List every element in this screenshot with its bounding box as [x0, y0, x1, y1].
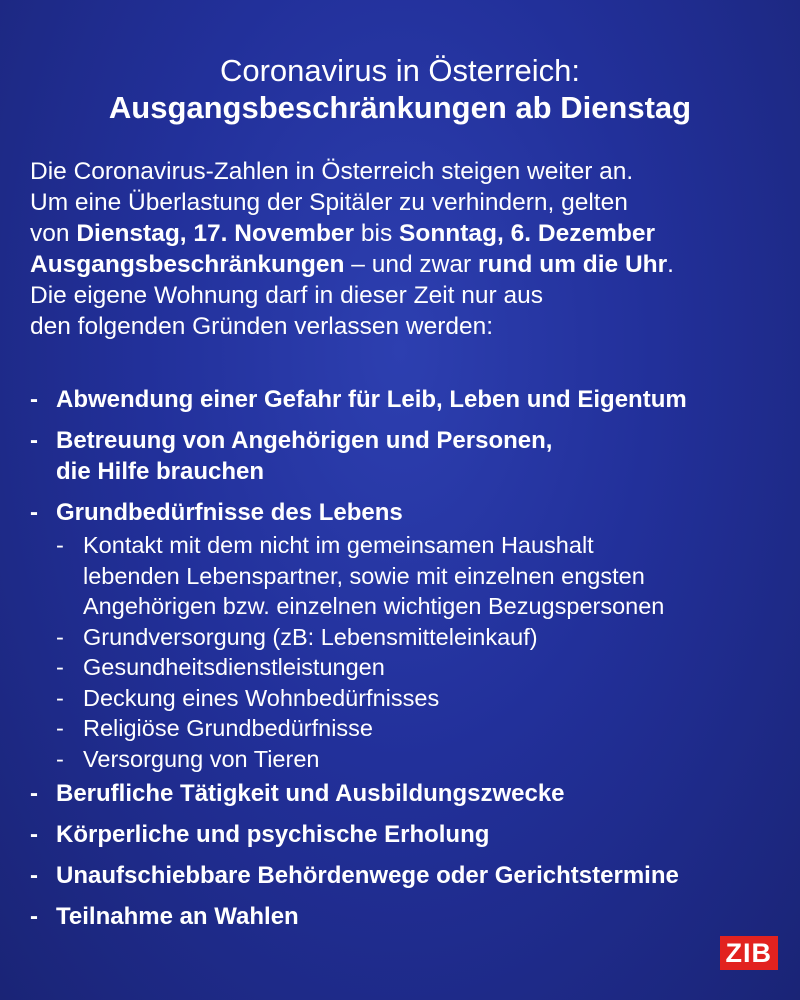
sub-list-item: [56, 683, 770, 714]
end-date: Sonntag, 6. Dezember: [399, 220, 655, 248]
bullet-dash: -: [56, 623, 64, 650]
intro-line: Die Coronavirus-Zahlen in Österreich steigen weiter an.: [30, 158, 634, 186]
intro-line: Die eigene Wohnung darf in dieser Zeit nur aus: [30, 282, 543, 310]
intro-line: [30, 218, 770, 249]
bullet-dash: -: [30, 903, 38, 931]
sub-reason-text: lebenden Lebenspartner, sowie mit einzelnen engsten: [83, 562, 645, 589]
start-date: Dienstag, 17. November: [76, 220, 355, 248]
bullet-dash: -: [56, 654, 64, 681]
intro-text: bis: [354, 220, 400, 248]
reason-text: Abwendung einer Gefahr für Leib, Leben und Eigentum: [56, 386, 687, 414]
zib-logo: ZIB: [720, 936, 779, 970]
sub-reason-text: Versorgung von Tieren: [83, 745, 320, 772]
bullet-dash: -: [30, 386, 38, 414]
reasons-list: [30, 384, 770, 932]
sub-list: [56, 530, 770, 774]
list-item: [30, 778, 770, 809]
intro-paragraph: [30, 156, 770, 342]
list-item: [30, 860, 770, 891]
reason-text: Berufliche Tätigkeit und Ausbildungszwecke: [56, 780, 565, 808]
intro-text: von: [30, 220, 77, 248]
reason-text: Unaufschiebbare Behördenwege oder Gerichtstermine: [56, 862, 679, 890]
bullet-dash: -: [30, 821, 38, 849]
list-item: [30, 384, 770, 415]
sub-list-item: [56, 744, 770, 775]
bullet-dash: -: [30, 780, 38, 808]
sub-list-item: [56, 713, 770, 744]
list-item: [30, 425, 770, 487]
intro-line: Um eine Überlastung der Spitäler zu verhindern, gelten: [30, 189, 628, 217]
bullet-dash: -: [56, 532, 64, 559]
sub-list-item: [56, 530, 770, 622]
sub-list-item: [56, 652, 770, 683]
bullet-dash: -: [30, 499, 38, 527]
measure-scope: rund um die Uhr: [477, 251, 668, 279]
reason-text: die Hilfe brauchen: [56, 458, 265, 486]
reason-text: Teilnahme an Wahlen: [56, 903, 299, 931]
reason-text: Körperliche und psychische Erholung: [56, 821, 490, 849]
headline-main: Ausgangsbeschränkungen ab Dienstag: [108, 90, 692, 126]
intro-line: den folgenden Gründen verlassen werden:: [30, 313, 494, 341]
reason-text: Betreuung von Angehörigen und Personen,: [56, 427, 553, 455]
list-item: [30, 819, 770, 850]
bullet-dash: -: [30, 427, 38, 455]
intro-text: – und zwar: [344, 251, 478, 279]
bullet-dash: -: [56, 684, 64, 711]
headline: [30, 52, 770, 126]
list-item: [30, 497, 770, 774]
sub-list-item: [56, 622, 770, 653]
sub-reason-text: Gesundheitsdienstleistungen: [83, 654, 385, 681]
bullet-dash: -: [56, 715, 64, 742]
headline-topic: Coronavirus in Österreich:: [219, 53, 581, 88]
intro-text: .: [667, 251, 674, 279]
sub-reason-text: Angehörigen bzw. einzelnen wichtigen Bezugspersonen: [83, 593, 665, 620]
sub-reason-text: Kontakt mit dem nicht im gemeinsamen Haushalt: [83, 532, 594, 559]
intro-line: [30, 249, 770, 280]
sub-reason-text: Religiöse Grundbedürfnisse: [83, 715, 373, 742]
sub-reason-text: Grundversorgung (zB: Lebensmitteleinkauf): [83, 623, 538, 650]
list-item: [30, 901, 770, 932]
bullet-dash: -: [30, 862, 38, 890]
sub-reason-text: Deckung eines Wohnbedürfnisses: [83, 684, 440, 711]
reason-text: Grundbedürfnisse des Lebens: [56, 499, 403, 527]
bullet-dash: -: [56, 745, 64, 772]
measure-name: Ausgangsbeschränkungen: [30, 251, 345, 279]
